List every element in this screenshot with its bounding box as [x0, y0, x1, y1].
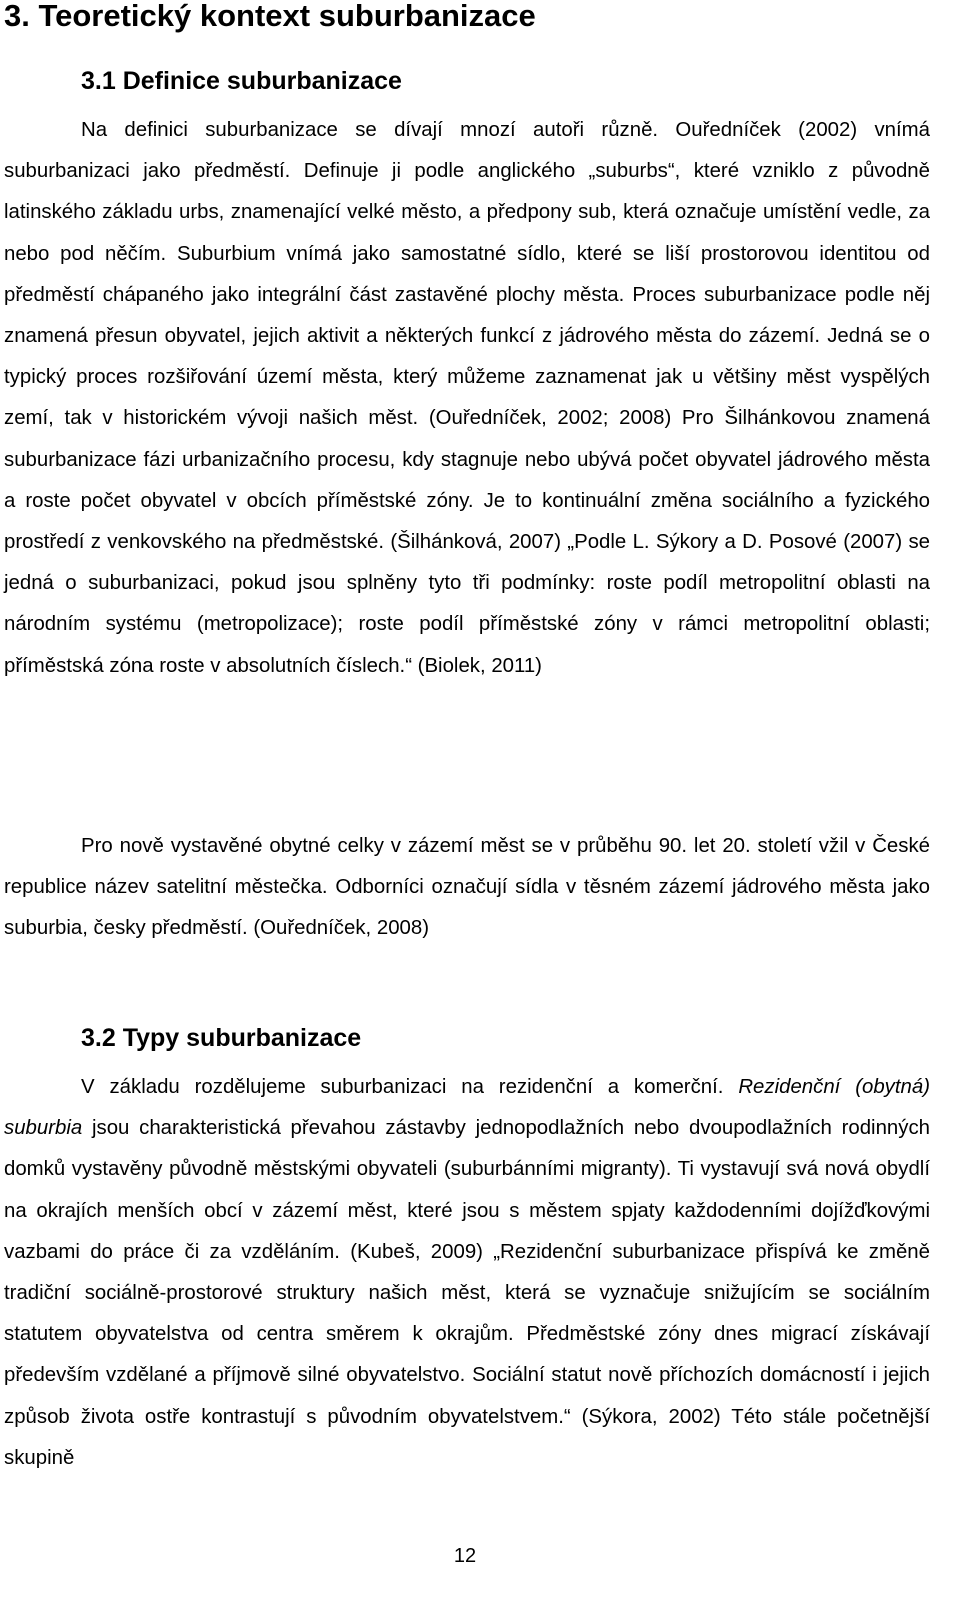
paragraph-definition-1: Na definici suburbanizace se dívají mnozí autoři různě. Ouředníček (2002) vnímá suburbanizaci jako předměstí. Definuje ji podle anglického „suburbs“, které vzniklo z původně latinského základu urbs, znamenající velké město, a předpony sub, která označuje umístění vedle, za nebo pod něčím. Suburbium vnímá jako samostatné sídlo, které se liší prostorovou identitou od předměstí chápaného jako integrální část zastavěné plochy města. Proces suburbanizace podle něj znamená přesun obyvatel, jejich aktivit a některých funkcí z jádrového města do zázemí. Jedná se o typický proces rozšiřování území města, který můžeme zaznamenat jak u většiny měst vyspělých zemí, tak v historickém vývoji našich měst. (Ouředníček, 2002; 2008) Pro Šilhánkovou znamená suburbanizace fázi urbanizačního procesu, kdy stagnuje nebo ubývá počet obyvatel jádrového města a roste počet obyvatel v obcích příměstské zóny. Je to kontinuální změna sociálního a fyzického prostředí z venkovského na předměstské. (Šilhánková, 2007) „Podle L. Sýkory a D. Posové (2007) se jedná o suburbanizaci, pokud jsou splněny tyto tři podmínky: roste podíl metropolitní oblasti na národním systému (metropolizace); roste podíl příměstské zóny v rámci metropolitní oblasti; příměstská zóna roste v absolutních číslech.“ (Biolek, 2011): [4, 119, 930, 677]
paragraph-types-1-start: V základu rozdělujeme suburbanizaci na rezidenční a komerční.: [81, 1076, 739, 1098]
section-heading-definition: 3.1 Definice suburbanizace: [81, 67, 402, 95]
paragraph-definition-2: Pro nově vystavěné obytné celky v zázemí měst se v průběhu 90. let 20. století vžil v České republice název satelitní městečka. Odborníci označují sídla v těsném zázemí jádrového města jako suburbia, česky předměstí. (Ouředníček, 2008): [4, 835, 930, 940]
section-heading-types: 3.2 Typy suburbanizace: [81, 1024, 362, 1052]
paragraph-types-1-rest: jsou charakteristická převahou zástavby jednopodlažních nebo dvoupodlažních rodinných domků vystavěny původně městskými obyvateli (suburbánními migranty). Ti vystavují svá nová obydlí na okrajích menších obcí v zázemí měst, které jsou s městem spjaty každodenními dojížďkovými vazbami do práce či za vzděláním. (Kubeš, 2009) „Rezidenční suburbanizace přispívá ke změně tradiční sociálně-prostorové struktury našich měst, která se vyznačuje snižujícím se sociálním statutem obyvatelstva od centra směrem k okrajům. Předměstské zóny dnes migrací získávají především vzdělané a příjmově silné obyvatelstvo. Sociální statut nově příchozích domácností i jejich způsob života ostře kontrastují s původním obyvatelstvem.“ (Sýkora, 2002) Této stále početnější skupině: [4, 1117, 930, 1469]
paragraph-types-1-italic: Rezidenční (obytná) suburbia: [4, 1076, 930, 1140]
chapter-heading: 3. Teoretický kontext suburbanizace: [4, 0, 536, 33]
page-number: 12: [453, 1545, 477, 1567]
paragraph-types-1: [4, 1067, 930, 1479]
